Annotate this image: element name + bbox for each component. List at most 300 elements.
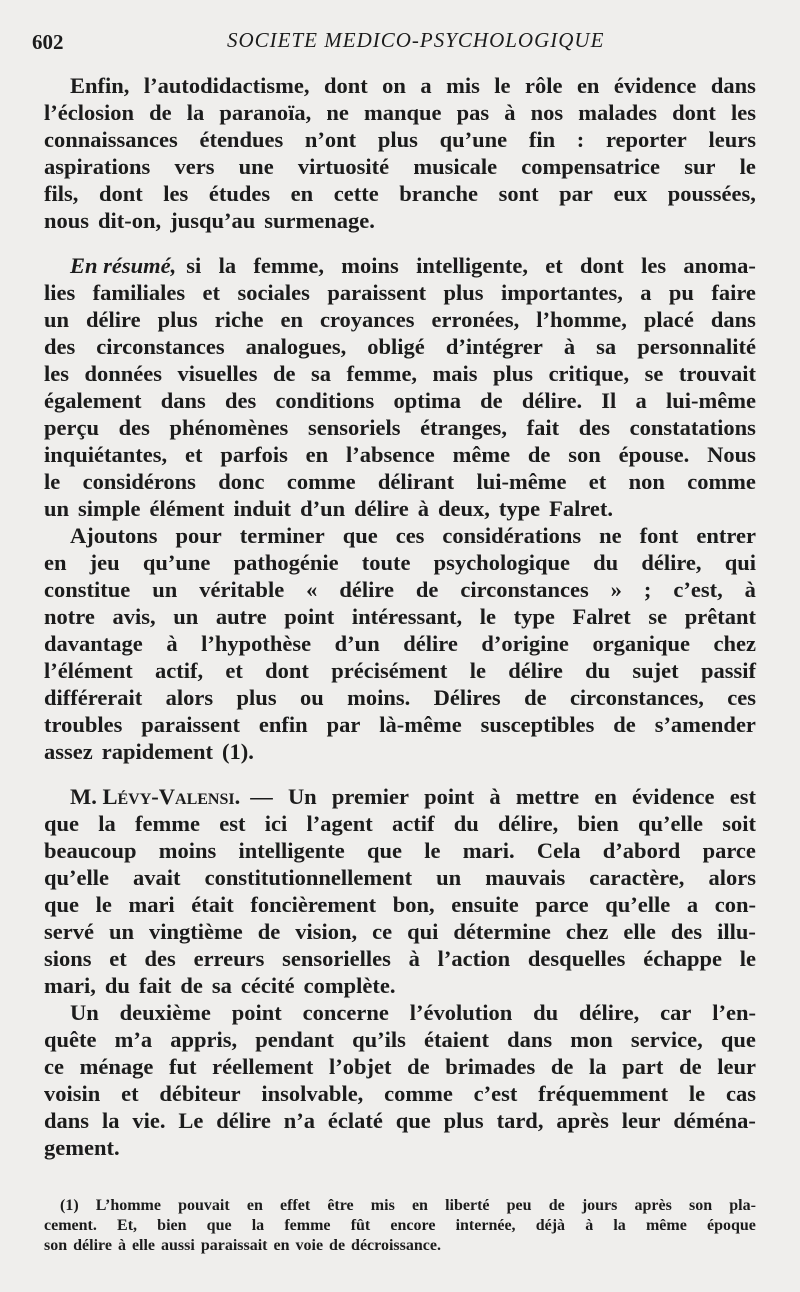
word: con-	[714, 892, 756, 917]
word: anoma-	[683, 253, 756, 278]
word: ne	[326, 100, 349, 125]
word: servé	[44, 919, 94, 944]
word: s’amender	[654, 712, 756, 737]
word: phénomènes	[169, 415, 289, 440]
word: pendant	[255, 1027, 335, 1052]
word: d’un	[334, 631, 380, 656]
word: études	[208, 181, 271, 206]
word: le	[95, 892, 112, 917]
text-line	[44, 783, 756, 810]
word: nos	[530, 100, 564, 125]
word: foncièrement	[250, 892, 377, 917]
word: riche	[214, 307, 264, 332]
word: Falret.	[549, 496, 614, 521]
word: jeu	[89, 550, 120, 575]
text-line	[44, 153, 756, 180]
word: le	[494, 73, 511, 98]
text-line	[44, 1080, 756, 1107]
word: qu’elle	[605, 892, 671, 917]
word: a	[686, 892, 699, 917]
word: brimades	[445, 1054, 536, 1079]
word: premier	[331, 784, 409, 809]
word: dans	[507, 1027, 553, 1052]
text-line	[44, 738, 756, 765]
footnote-line	[44, 1236, 756, 1256]
word: qu’elle	[44, 865, 109, 890]
word: d’intégrer	[445, 334, 543, 359]
word: organique	[592, 631, 690, 656]
word: réellement	[212, 1054, 314, 1079]
word: jours	[581, 1197, 618, 1214]
text-line	[44, 630, 756, 657]
word: l’homme,	[536, 307, 627, 332]
word: sociales	[237, 280, 310, 305]
word: le	[469, 658, 486, 683]
word: femme,	[346, 361, 418, 386]
word: Ajoutons	[70, 523, 158, 548]
word: et	[225, 658, 243, 683]
word: quête	[44, 1027, 97, 1052]
word: est	[219, 811, 246, 836]
word: qu’une	[142, 550, 211, 575]
word: ou	[299, 685, 324, 710]
word: deuxième	[119, 1000, 211, 1025]
word: connaissances	[44, 127, 178, 152]
word: bien	[157, 1217, 187, 1234]
word: aspirations	[44, 154, 151, 179]
word: mettre	[515, 784, 580, 809]
word: après	[634, 1197, 672, 1214]
word: du	[593, 550, 619, 575]
page-number: 602	[32, 30, 64, 54]
word: délire	[73, 1237, 112, 1254]
word: son	[44, 1237, 68, 1254]
word: de	[613, 712, 636, 737]
word: mon	[570, 1027, 613, 1052]
word: de	[329, 1237, 346, 1254]
word: de	[407, 1054, 430, 1079]
word: point	[284, 604, 335, 629]
word: chez	[565, 919, 609, 944]
word: musicale	[413, 154, 498, 179]
word: ce	[44, 1054, 64, 1079]
word: de	[257, 919, 281, 944]
text-line	[44, 837, 756, 864]
word: mari	[128, 892, 175, 917]
word: mis	[370, 1197, 395, 1214]
word: d’origine	[481, 631, 569, 656]
word: conditions	[275, 388, 375, 413]
word: les	[44, 361, 69, 386]
word: desquelles	[527, 946, 626, 971]
word: notre	[44, 604, 95, 629]
word: en	[44, 550, 67, 575]
word: étaient	[424, 1027, 490, 1052]
word: pas	[456, 100, 490, 125]
word: (1).	[222, 739, 254, 764]
line-rest	[250, 783, 756, 810]
word: elle	[623, 919, 656, 944]
word: croyances	[319, 307, 415, 332]
word: que	[206, 1217, 232, 1234]
word: dans	[710, 307, 756, 332]
word: femme	[135, 811, 200, 836]
word: plus	[493, 361, 534, 386]
word: la	[98, 811, 116, 836]
word: circonstances	[460, 577, 589, 602]
word: voisin	[44, 1081, 101, 1106]
word: qu’ils	[352, 1027, 406, 1052]
word: susceptibles	[480, 712, 595, 737]
word: virtuosité	[297, 154, 390, 179]
word: données	[84, 361, 163, 386]
word: avait	[133, 865, 181, 890]
word: a	[420, 73, 432, 98]
word: un	[152, 577, 178, 602]
word: que	[44, 811, 80, 836]
word: familiales	[92, 280, 186, 305]
word: alors	[708, 865, 756, 890]
word: la	[613, 1217, 626, 1234]
word: comme	[286, 469, 356, 494]
word: dans	[44, 1108, 90, 1133]
word: délirant	[377, 469, 455, 494]
word: étranges,	[420, 415, 507, 440]
word: psychologique	[433, 550, 570, 575]
text-line	[44, 207, 756, 234]
word: des	[578, 415, 610, 440]
running-head: SOCIETE MEDICO-PSYCHOLOGIQUE	[227, 28, 605, 52]
word: mis	[446, 73, 480, 98]
word: actif,	[155, 658, 204, 683]
word: point	[231, 1000, 282, 1025]
text-line	[44, 1026, 756, 1053]
speaker-name: M. Lévy-Valensi.	[70, 784, 241, 809]
text-line	[44, 1107, 756, 1134]
word: même	[452, 442, 511, 467]
word: sensorielles	[282, 946, 391, 971]
paragraph	[44, 522, 756, 765]
word: de	[273, 361, 296, 386]
word: vingtième	[149, 919, 243, 944]
word: délire	[354, 496, 409, 521]
word: mauvais	[485, 865, 566, 890]
word: troubles	[44, 712, 123, 737]
word: de	[149, 100, 172, 125]
word: manque	[363, 100, 442, 125]
word: de	[527, 442, 551, 467]
word: prêtant	[684, 604, 756, 629]
paragraph	[44, 999, 756, 1161]
footnote-line	[44, 1196, 756, 1216]
word: là-même	[379, 712, 462, 737]
word: de	[180, 973, 203, 998]
lead-italic: En résumé,	[70, 253, 177, 278]
text-line	[44, 279, 756, 306]
word: après	[556, 1108, 609, 1133]
word: plus	[236, 685, 277, 710]
paragraph	[44, 252, 756, 522]
text-line	[44, 414, 756, 441]
word: fut	[169, 1054, 197, 1079]
word: erreurs	[193, 946, 265, 971]
word: faire	[711, 280, 756, 305]
word: a	[635, 388, 647, 413]
word: femme,	[253, 253, 324, 278]
word: part	[622, 1054, 664, 1079]
text-line	[44, 495, 756, 522]
text-line	[44, 684, 756, 711]
word: reporter	[605, 127, 687, 152]
text-line	[44, 333, 756, 360]
word: fait	[526, 415, 560, 440]
word: Un	[70, 1000, 99, 1025]
word: le	[479, 604, 496, 629]
word: analogues,	[245, 334, 347, 359]
word: plus	[377, 127, 418, 152]
word: lui-même	[666, 388, 756, 413]
word: personnalité	[637, 334, 756, 359]
word: en	[411, 1197, 428, 1214]
word: elle	[131, 1237, 156, 1254]
word: un	[44, 496, 70, 521]
text-line	[44, 891, 756, 918]
text-line	[44, 864, 756, 891]
word: le	[688, 1081, 706, 1106]
text-line	[44, 945, 756, 972]
word: dont	[580, 253, 624, 278]
text-line	[44, 1134, 756, 1161]
word: placé	[643, 307, 694, 332]
word: ne	[599, 523, 622, 548]
word: en	[246, 1197, 263, 1214]
word: époque	[706, 1217, 756, 1234]
word: davantage	[44, 631, 143, 656]
paragraph	[44, 783, 756, 999]
text-line	[44, 576, 756, 603]
word: éclaté	[327, 1108, 383, 1133]
word: l’éclosion	[44, 100, 134, 125]
word: et	[121, 1081, 139, 1106]
word: toute	[361, 550, 411, 575]
word: délire	[339, 577, 394, 602]
word: sur	[684, 154, 716, 179]
word: délire,	[641, 550, 702, 575]
word: complète.	[303, 973, 396, 998]
word: gement.	[44, 1135, 120, 1160]
word: femme	[284, 1217, 331, 1234]
word: perçu	[44, 415, 99, 440]
word: plus	[443, 1108, 484, 1133]
footnote	[44, 1196, 756, 1256]
word: parce	[702, 838, 756, 863]
word: considérons	[82, 469, 196, 494]
text-line	[44, 972, 756, 999]
word: un	[436, 865, 462, 890]
word: deux,	[437, 496, 490, 521]
word: la	[589, 1054, 607, 1079]
word: d’abord	[602, 838, 681, 863]
word: effet	[279, 1197, 311, 1214]
text-line	[44, 999, 756, 1026]
word: mari.	[462, 838, 515, 863]
word: du	[453, 811, 479, 836]
word: vers	[174, 154, 215, 179]
word: le	[424, 838, 441, 863]
word: le	[739, 946, 756, 971]
word: d’un	[300, 496, 346, 521]
word: car	[660, 1000, 692, 1025]
text-line	[44, 180, 756, 207]
word: que	[395, 1108, 431, 1133]
word: de	[415, 577, 439, 602]
text-line	[44, 918, 756, 945]
word: si	[186, 253, 202, 278]
word: fréquemment	[538, 1081, 669, 1106]
word: L’homme	[95, 1197, 161, 1214]
word: la	[251, 1217, 265, 1234]
word: délire,	[498, 811, 559, 836]
word: bien	[577, 811, 619, 836]
word: Enfin,	[70, 73, 130, 98]
word: actif	[391, 811, 435, 836]
word: délire.	[521, 388, 583, 413]
word: ménage	[79, 1054, 154, 1079]
text-line	[44, 603, 756, 630]
word: induit	[233, 496, 292, 521]
word: débiteur	[159, 1081, 241, 1106]
word: est	[729, 784, 756, 809]
word: moins	[158, 838, 217, 863]
word: qu’une	[439, 127, 508, 152]
word: l’action	[437, 946, 511, 971]
word: évidence	[613, 73, 697, 98]
word: à	[504, 100, 516, 125]
word: leurs	[708, 127, 756, 152]
line-rest	[186, 252, 756, 279]
text-line	[44, 387, 756, 414]
text-line	[44, 306, 756, 333]
word: :	[576, 127, 585, 152]
word: et	[588, 469, 607, 494]
word: insolvable,	[261, 1081, 364, 1106]
word: délire	[86, 307, 141, 332]
word: un	[108, 919, 134, 944]
word: sa	[211, 973, 232, 998]
word: Délires	[433, 685, 501, 710]
word: circonstances,	[569, 685, 704, 710]
word: ensuite	[451, 892, 519, 917]
word: Et,	[117, 1217, 138, 1234]
word: à	[489, 784, 501, 809]
word: délire,	[579, 1000, 640, 1025]
word: considérations	[442, 523, 582, 548]
word: passif	[700, 658, 756, 683]
word: voie	[295, 1237, 324, 1254]
word: compensatrice	[521, 154, 660, 179]
word: en	[280, 307, 303, 332]
word: de	[524, 685, 547, 710]
word: échappe	[643, 946, 722, 971]
word: optima	[393, 388, 461, 413]
word: déména-	[673, 1108, 756, 1133]
word: cement.	[44, 1217, 97, 1234]
word: n’ont	[304, 127, 357, 152]
word: la	[218, 253, 237, 278]
word: donc	[218, 469, 265, 494]
word: cas	[725, 1081, 756, 1106]
word: était	[191, 892, 234, 917]
word: mais	[432, 361, 478, 386]
word: non	[628, 469, 665, 494]
word: surmenage.	[264, 208, 375, 233]
word: précisément	[331, 658, 448, 683]
word: liberté	[445, 1197, 490, 1214]
word: un	[173, 604, 199, 629]
word: Cela	[536, 838, 581, 863]
word: ces	[395, 523, 425, 548]
word: des	[44, 334, 76, 359]
text-line	[44, 252, 756, 279]
word: des	[670, 919, 703, 944]
word: également	[44, 388, 142, 413]
word: enfin	[258, 712, 308, 737]
word: vie.	[132, 1108, 166, 1133]
word: —	[250, 784, 273, 809]
word: entrer	[696, 523, 756, 548]
word: que	[720, 1027, 756, 1052]
word: dit-on,	[98, 208, 162, 233]
word: plus	[443, 280, 484, 305]
word: même	[645, 1217, 687, 1234]
word: constitutionnellement	[204, 865, 413, 890]
word: fût	[350, 1217, 371, 1234]
word: m’a	[114, 1027, 153, 1052]
body-text	[44, 72, 756, 1161]
word: des	[224, 388, 257, 413]
word: jusqu’au	[170, 208, 256, 233]
word: qui	[724, 550, 756, 575]
word: de	[480, 388, 503, 413]
text-line	[44, 549, 756, 576]
word: on	[382, 73, 406, 98]
word: de	[548, 1197, 565, 1214]
word: en	[576, 73, 600, 98]
word: que	[44, 892, 80, 917]
word: délire	[216, 1108, 271, 1133]
word: fin	[528, 127, 556, 152]
word: caractère,	[589, 865, 685, 890]
word: un	[44, 307, 70, 332]
word: à	[166, 631, 178, 656]
word: lui-même	[476, 469, 567, 494]
word: ce	[372, 919, 393, 944]
word: n’a	[283, 1108, 315, 1133]
word: chez	[713, 631, 756, 656]
word: comme	[687, 469, 756, 494]
word: à	[117, 1237, 126, 1254]
word: l’absence	[346, 442, 435, 467]
word: l’hypothèse	[201, 631, 312, 656]
word: lies	[44, 280, 76, 305]
word: comme	[384, 1081, 453, 1106]
text-line	[44, 126, 756, 153]
word: l’en-	[712, 1000, 756, 1025]
word: pu	[668, 280, 694, 305]
word: de	[550, 1054, 574, 1079]
word: type	[498, 496, 541, 521]
word: cette	[333, 181, 379, 206]
